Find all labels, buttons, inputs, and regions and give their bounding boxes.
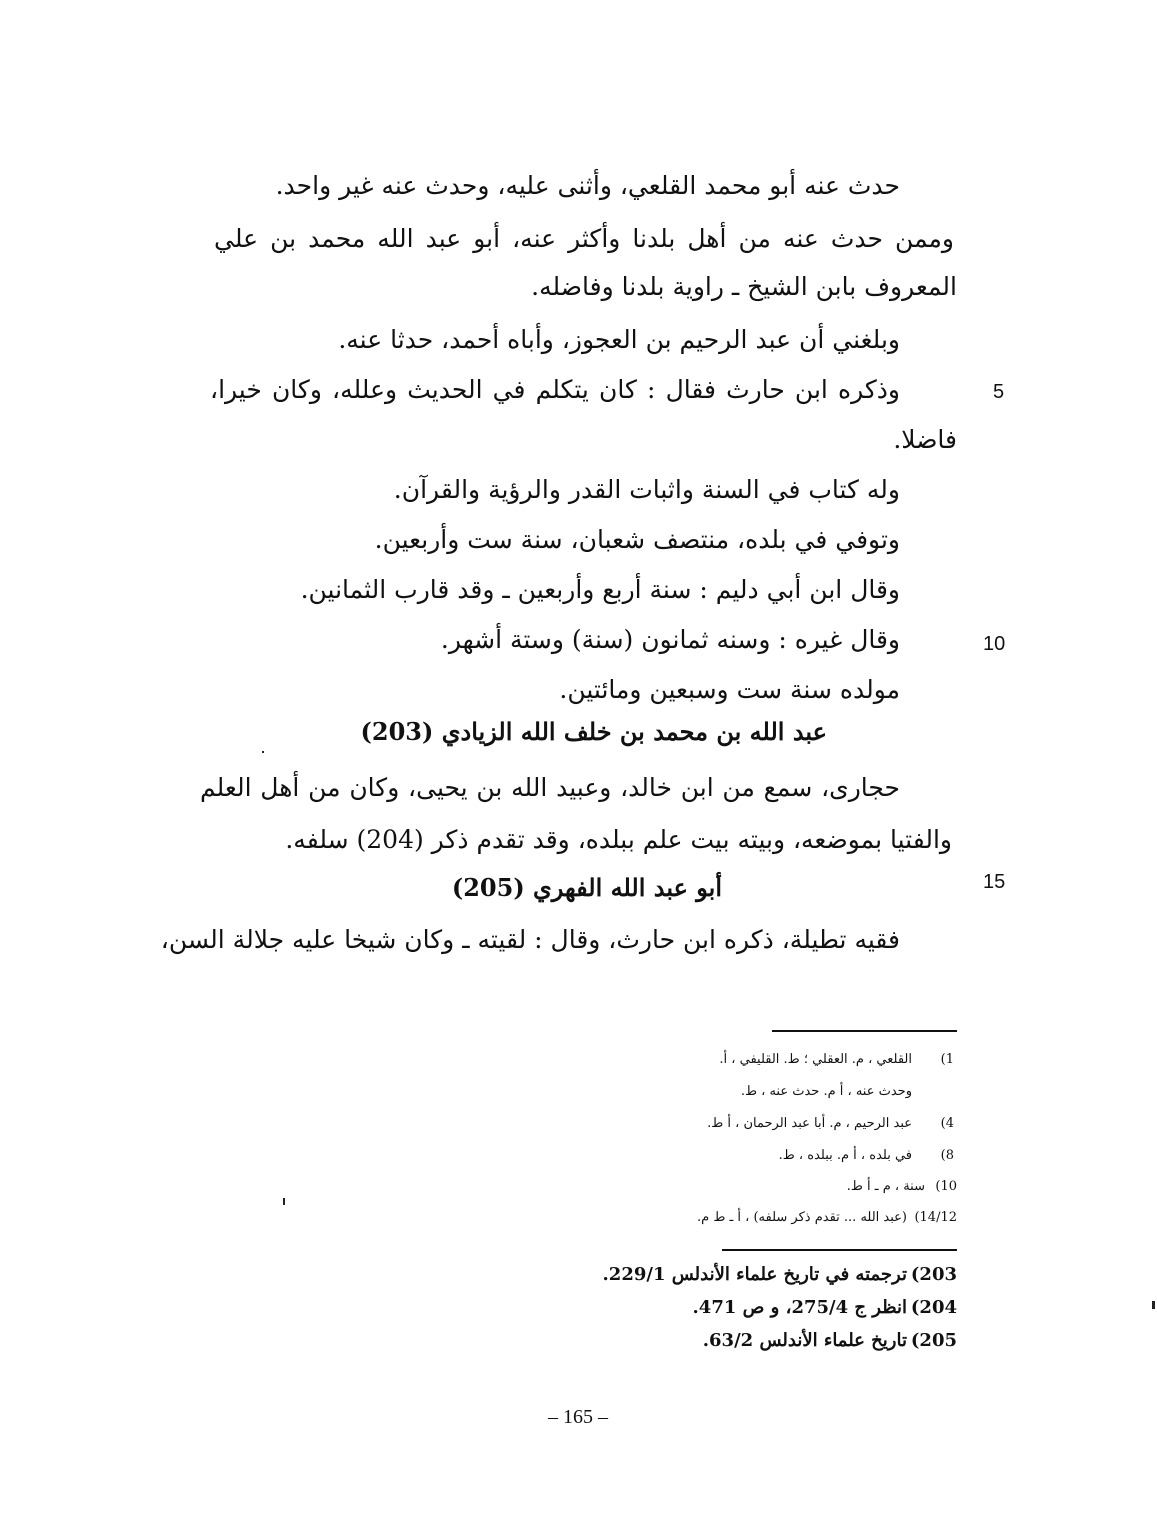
body-line: وممن حدث عنه من أهل بلدنا وأكثر عنه، أبو عبد الله محمد بن علي — [214, 224, 954, 253]
apparatus-note-text: في بلده ، أ م. ببلده ، ط. — [778, 1148, 912, 1163]
references-rule — [722, 1249, 957, 1251]
page-number: – 165 – — [548, 1406, 608, 1428]
apparatus-note-number: 1) — [940, 1052, 954, 1067]
body-line: المعروف بابن الشيخ ـ راوية بلدنا وفاضله. — [531, 272, 957, 301]
body-line: حجارى، سمع من ابن خالد، وعبيد الله بن يحيى، وكان من أهل العلم — [200, 773, 900, 802]
body-line: وقال ابن أبي دليم : سنة أربع وأربعين ـ وقد قارب الثمانين. — [300, 575, 900, 604]
scan-speck — [1152, 1301, 1155, 1309]
apparatus-note-text: وحدث عنه ، أ م. حدث عنه ، ط. — [740, 1084, 912, 1099]
body-line: وله كتاب في السنة واثبات القدر والرؤية والقرآن. — [393, 475, 900, 504]
biography-heading: عبد الله بن محمد بن خلف الله الزيادي (203) — [360, 717, 827, 746]
apparatus-note-text: سنة ، م ـ أ ط. — [846, 1179, 925, 1194]
body-line: وذكره ابن حارث فقال : كان يتكلم في الحديث وعلله، وكان خيرا، — [210, 375, 900, 404]
line-number: 10 — [983, 633, 1006, 655]
body-line: وتوفي في بلده، منتصف شعبان، سنة ست وأربعين. — [374, 525, 900, 554]
apparatus-note-number: 8) — [940, 1148, 954, 1163]
apparatus-note-text: القلعي ، م. العقلي ؛ ط. القليفي ، أ. — [719, 1052, 912, 1067]
apparatus-note-text: (عبد الله ... تقدم ذكر سلفه) ، أ ـ ط م. — [697, 1210, 907, 1225]
reference-number: 203) — [910, 1264, 957, 1285]
line-number: 15 — [983, 871, 1006, 893]
biography-heading: أبو عبد الله الفهري (205) — [451, 873, 722, 902]
reference-number: 205) — [910, 1330, 957, 1351]
scan-speck — [283, 1198, 285, 1205]
apparatus-note-number: 10) — [935, 1179, 957, 1194]
apparatus-note-number: 4) — [940, 1116, 954, 1131]
body-line: مولده سنة ست وسبعين ومائتين. — [559, 675, 900, 704]
apparatus-note-text: عبد الرحيم ، م. أبا عبد الرحمان ، أ ط. — [707, 1116, 912, 1131]
reference-text: انظر ج 275/4، و ص 471. — [692, 1297, 907, 1318]
body-line: وبلغني أن عبد الرحيم بن العجوز، وأباه أحمد، حدثا عنه. — [338, 325, 900, 354]
scan-speck — [262, 751, 264, 753]
body-line: وقال غيره : وسنه ثمانون (سنة) وستة أشهر. — [440, 625, 900, 654]
line-number: 5 — [993, 381, 1005, 403]
apparatus-rule — [772, 1030, 957, 1032]
reference-number: 204) — [910, 1297, 957, 1318]
body-line: حدث عنه أبو محمد القلعي، وأثنى عليه، وحدث عنه غير واحد. — [275, 171, 900, 200]
body-line: فاضلا. — [893, 425, 957, 454]
body-line: والفتيا بموضعه، وبيته بيت علم ببلده، وقد تقدم ذكر (204) سلفه. — [285, 825, 952, 854]
reference-text: ترجمته في تاريخ علماء الأندلس 229/1. — [602, 1264, 907, 1285]
reference-text: تاريخ علماء الأندلس 63/2. — [702, 1330, 907, 1351]
body-line: فقيه تطيلة، ذكره ابن حارث، وقال : لقيته ـ وكان شيخا عليه جلالة السن، — [160, 925, 900, 954]
apparatus-note-number: 14/12) — [914, 1210, 957, 1225]
